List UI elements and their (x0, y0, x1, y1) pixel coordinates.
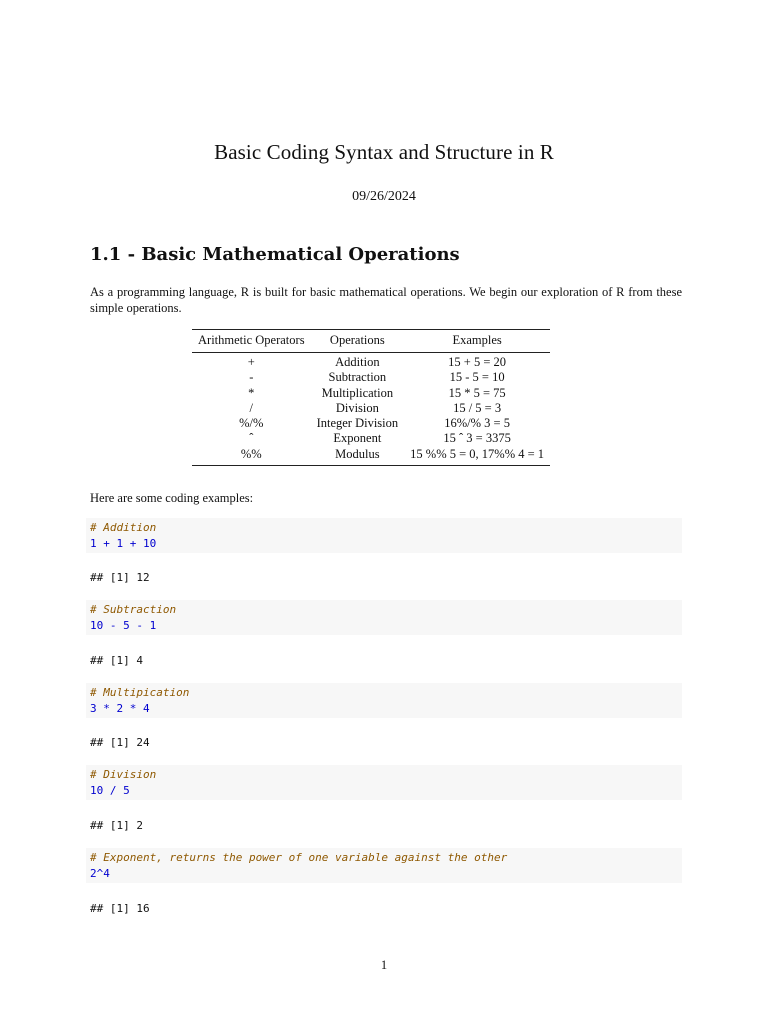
example-cell: 15 * 5 = 75 (448, 385, 506, 400)
table-row (192, 447, 550, 466)
document-date: 09/26/2024 (352, 189, 416, 204)
code-line: 2^4 (90, 866, 110, 880)
operator-cell: / (249, 400, 254, 415)
section-heading: 1.1 - Basic Mathematical Operations (90, 244, 460, 265)
operator-cell: %/% (239, 416, 264, 431)
operator-cell: - (249, 370, 254, 385)
code-line: 3 * 2 * 4 (90, 701, 150, 715)
code-comment: # Exponent, returns the power of one variable against the other (90, 851, 508, 864)
code-line: 10 - 5 - 1 (90, 618, 157, 632)
example-cell: 15 - 5 = 10 (449, 370, 505, 385)
code-line: 1 + 1 + 10 (90, 536, 157, 550)
page-number: 1 (380, 958, 388, 972)
page-title: Basic Coding Syntax and Structure in R (214, 140, 554, 164)
operation-cell: Division (335, 400, 379, 415)
column-header: Examples (404, 330, 550, 353)
code-line: 10 / 5 (90, 783, 130, 797)
table-row (192, 416, 550, 431)
example-cell: 15 + 5 = 20 (448, 355, 507, 369)
code-comment: # Multipication (90, 686, 190, 699)
operation-cell: Integer Division (316, 416, 399, 431)
operators-table (192, 329, 550, 466)
operator-cell: + (247, 355, 255, 369)
example-cell: 16%/% 3 = 5 (444, 416, 510, 431)
table-header-row (192, 330, 550, 353)
code-output: ## [1] 12 (90, 571, 150, 584)
table-row (192, 386, 550, 401)
operation-cell: Multiplication (321, 385, 394, 400)
code-block (86, 683, 682, 718)
operation-cell: Exponent (333, 431, 382, 446)
code-output: ## [1] 4 (90, 654, 143, 667)
table-row (192, 370, 550, 385)
example-cell: 15 / 5 = 3 (453, 400, 502, 415)
example-cell: 15 %% 5 = 0, 17%% 4 = 1 (404, 447, 550, 466)
code-block (86, 600, 682, 635)
code-output: ## [1] 24 (90, 736, 150, 749)
operation-cell: Subtraction (328, 370, 387, 385)
table-row (192, 431, 550, 446)
operator-cell: * (248, 385, 255, 400)
code-comment: # Subtraction (90, 603, 177, 616)
column-header: Operations (311, 330, 405, 353)
code-output: ## [1] 16 (90, 902, 150, 915)
code-comment: # Division (90, 768, 157, 781)
examples-intro: Here are some coding examples: (90, 491, 254, 505)
example-cell: 15 ˆ 3 = 3375 (443, 431, 511, 446)
table-row (192, 401, 550, 416)
operation-cell: Modulus (311, 447, 405, 466)
operator-cell: ˆ (249, 431, 254, 446)
code-block (86, 848, 682, 883)
code-comment: # Addition (90, 521, 157, 534)
operation-cell: Addition (335, 355, 380, 369)
column-header: Arithmetic Operators (192, 330, 311, 353)
operator-cell: %% (192, 447, 311, 466)
code-output: ## [1] 2 (90, 819, 143, 832)
intro-paragraph: As a programming language, R is built for basic mathematical operations. We begin our exploration of R from these simple operations. (90, 285, 682, 315)
code-block (86, 518, 682, 553)
table-row (192, 353, 550, 371)
code-block (86, 765, 682, 800)
